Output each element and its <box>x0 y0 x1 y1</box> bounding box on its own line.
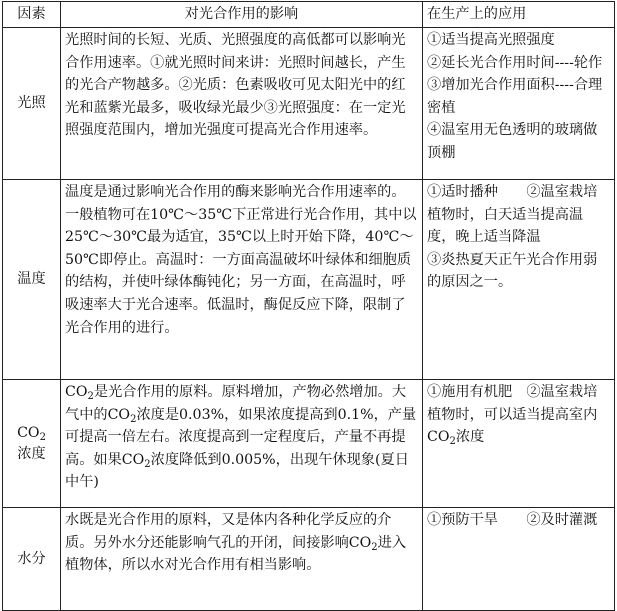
cell-text: 光照 <box>17 95 46 111</box>
factor-cell <box>3 180 61 380</box>
subscript: 2 <box>87 391 94 402</box>
application-cell <box>423 508 615 611</box>
effect-cell <box>61 28 423 180</box>
cell-text: 温度是通过影响光合作用的酶来影响光合作用速率的。一般植物可在10℃～35℃下正常进行光合作用，其中以25℃～30℃最为适宜，35℃以上时开始下降，40℃～50℃即停止。高温时：一方面高温破坏叶绿体和细胞质的结构，并使叶绿体酶钝化；另一方面，在高温时，呼吸速率大于光合速率。低温时，酶促反应下降，限制了光合作用的进行。 <box>65 184 417 336</box>
subscript: 2 <box>130 413 137 425</box>
header-factor: 因素 <box>3 2 61 28</box>
cell-text: CO <box>17 424 40 441</box>
application-item: ①适时播种 ②温室栽培植物时，白天适当提高温度，晚上适当降温 <box>427 184 598 246</box>
factor-cell <box>3 508 61 611</box>
subscript: 2 <box>449 436 456 448</box>
cell-text: 是光合作用的原料。原料增加，产物必然增加。大气中的CO <box>65 384 407 423</box>
application-cell <box>423 28 615 180</box>
effect-cell <box>61 508 423 611</box>
cell-text: CO <box>65 384 88 400</box>
header-effect: 对光合作用的影响 <box>61 2 423 28</box>
application-item: ①适当提高光照强度 <box>427 32 555 48</box>
application-item: ③炎热夏天正午光合作用弱的原因之一。 <box>427 251 598 291</box>
cell-text: 浓度 <box>17 445 46 462</box>
subscript: 2 <box>144 458 151 470</box>
cell-text: 水分 <box>17 550 46 567</box>
application-item: 浓度 <box>455 429 485 446</box>
row-light <box>3 28 615 180</box>
cell-text: 温度 <box>17 271 46 287</box>
header-application: 在生产上的应用 <box>423 2 615 28</box>
application-item: ①预防干旱 ②及时灌溉 <box>427 512 598 528</box>
application-cell <box>423 180 615 380</box>
application-item: ③增加光合作用面积----合理密植 <box>427 77 603 116</box>
factor-cell <box>3 28 61 180</box>
photosynthesis-factors-table <box>2 1 615 611</box>
cell-text: 水既是光合作用的原料，又是体内各种化学反应的介质。另外水分还能影响气孔的开闭，间接影响CO <box>65 512 392 551</box>
subscript: 2 <box>39 431 46 443</box>
application-item: ①施用有机肥 ②温室栽培植物时，可以适当提高室内CO <box>427 384 598 446</box>
application-item: ②延长光合作用时间----轮作 <box>427 54 603 71</box>
cell-text: 光照时间的长短、光质、光照强度的高低都可以影响光合作用速率。①就光照时间来讲：光照时间越长，产生的光合产物越多。②光质：色素吸收可见太阳光中的红光和蓝紫光最多，吸收绿光最少③光照强度：在一定光照强度范围内，增加光强度可提高光合作用速率。 <box>65 32 406 139</box>
cell-text: 浓度是0.03%，如果浓度提高到0.1%，产量可提高一倍左右。浓度提高到一定程度后，产量不再提高。如果CO <box>65 406 417 468</box>
application-item: ④温室用无色透明的玻璃做顶棚 <box>427 122 598 161</box>
application-cell <box>423 380 615 508</box>
effect-cell <box>61 380 423 508</box>
subscript: 2 <box>371 541 378 553</box>
row-temperature <box>3 180 615 380</box>
factor-cell <box>3 380 61 508</box>
cell-text: 进入植物体，所以水对光合作用有相当影响。 <box>65 534 407 574</box>
row-co2 <box>3 380 615 508</box>
effect-cell <box>61 180 423 380</box>
header-row <box>3 2 615 28</box>
row-water <box>3 508 615 611</box>
cell-text: 浓度降低到0.005%，出现午休现象(夏日中午) <box>65 451 409 491</box>
